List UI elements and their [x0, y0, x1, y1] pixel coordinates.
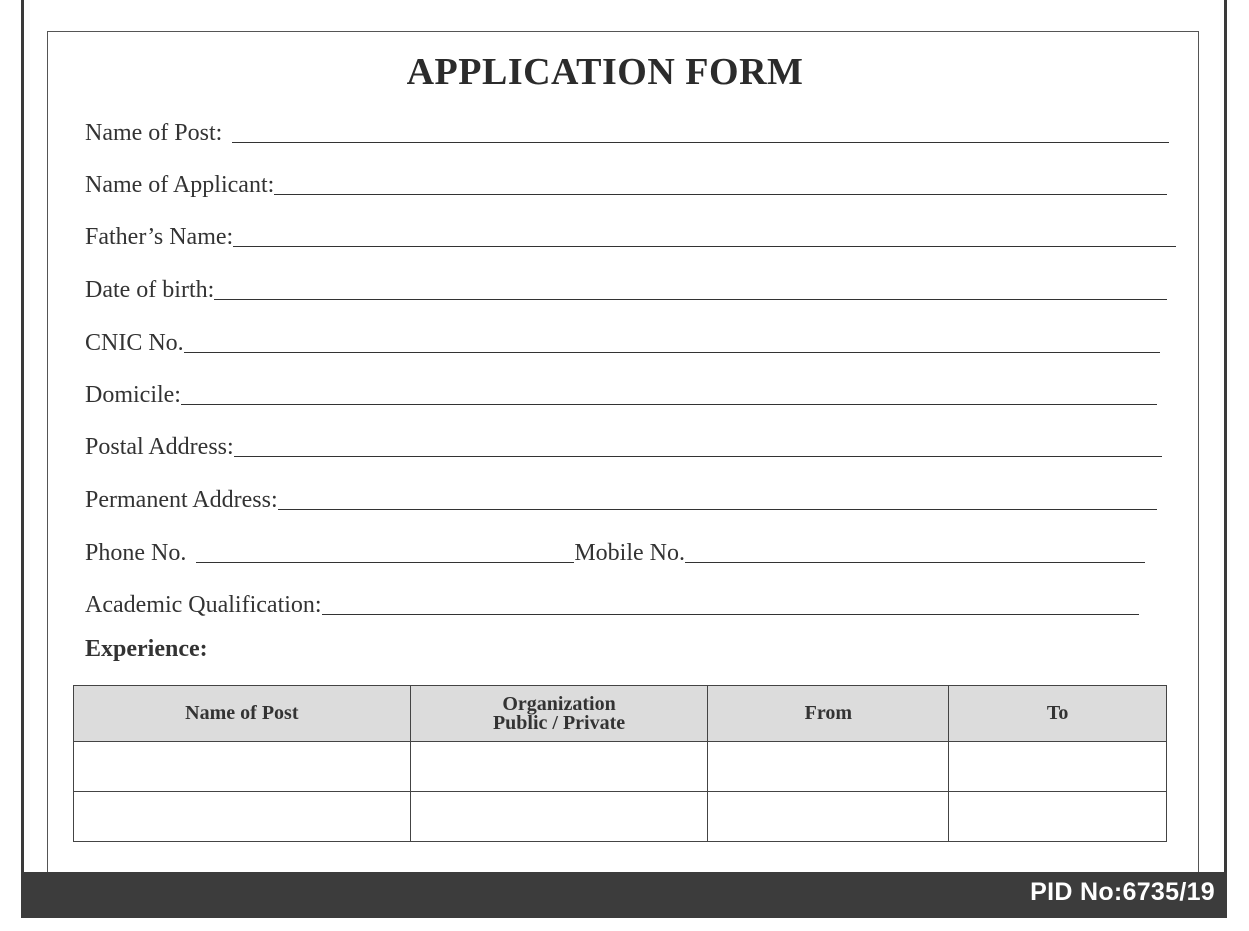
phone-label: Phone No. — [85, 540, 187, 566]
domicile-row — [85, 374, 1157, 408]
form-title: APPLICATION FORM — [406, 51, 804, 93]
cell-to[interactable] — [949, 792, 1167, 842]
mobile-field[interactable] — [685, 562, 1145, 563]
fathers-name-field[interactable] — [233, 246, 1176, 247]
phone-mobile-row — [85, 532, 1145, 566]
cell-from[interactable] — [708, 742, 949, 792]
mobile-label: Mobile No. — [574, 540, 686, 566]
domicile-label: Domicile: — [85, 382, 181, 408]
page-border-right — [1224, 0, 1227, 918]
date-of-birth-field[interactable] — [214, 299, 1167, 300]
cell-from[interactable] — [708, 792, 949, 842]
footer-bar — [21, 872, 1227, 918]
name-of-applicant-label: Name of Applicant: — [85, 172, 275, 198]
cnic-field[interactable] — [184, 352, 1160, 353]
cell-organization[interactable] — [410, 742, 708, 792]
cnic-row — [85, 322, 1160, 356]
col-header-organization — [410, 686, 708, 742]
experience-heading: Experience: — [85, 636, 208, 662]
name-of-applicant-row — [85, 164, 1167, 198]
postal-address-row — [85, 426, 1162, 460]
col-header-to: To — [949, 686, 1167, 742]
permanent-address-field[interactable] — [278, 509, 1157, 510]
cell-to[interactable] — [949, 742, 1167, 792]
col-header-from: From — [708, 686, 949, 742]
table-row — [74, 742, 1167, 792]
page-border-left — [21, 0, 24, 918]
fathers-name-label: Father’s Name: — [85, 224, 234, 250]
permanent-address-row — [85, 479, 1157, 513]
academic-qualification-field[interactable] — [322, 614, 1139, 615]
experience-header-row — [74, 686, 1167, 742]
pid-number: PID No:6735/19 — [1030, 878, 1215, 906]
date-of-birth-label: Date of birth: — [85, 277, 215, 303]
cnic-label: CNIC No. — [85, 330, 184, 356]
col-header-organization-line2: Public / Private — [492, 711, 626, 734]
name-of-post-row — [85, 112, 1169, 146]
domicile-field[interactable] — [181, 404, 1157, 405]
col-header-organization-line1: Organization — [502, 692, 616, 715]
academic-qualification-row — [85, 584, 1139, 618]
phone-field[interactable] — [196, 562, 574, 563]
cell-name-of-post[interactable] — [74, 792, 411, 842]
experience-table — [73, 685, 1167, 842]
postal-address-field[interactable] — [234, 456, 1162, 457]
cell-organization[interactable] — [410, 792, 708, 842]
col-header-name-of-post: Name of Post — [74, 686, 411, 742]
cell-name-of-post[interactable] — [74, 742, 411, 792]
permanent-address-label: Permanent Address: — [85, 487, 278, 513]
name-of-post-field[interactable] — [232, 142, 1169, 143]
academic-qualification-label: Academic Qualification: — [85, 592, 322, 618]
postal-address-label: Postal Address: — [85, 434, 234, 460]
fathers-name-row — [85, 216, 1176, 250]
table-row — [74, 792, 1167, 842]
name-of-post-label: Name of Post: — [85, 120, 223, 146]
date-of-birth-row — [85, 269, 1167, 303]
name-of-applicant-field[interactable] — [274, 194, 1167, 195]
